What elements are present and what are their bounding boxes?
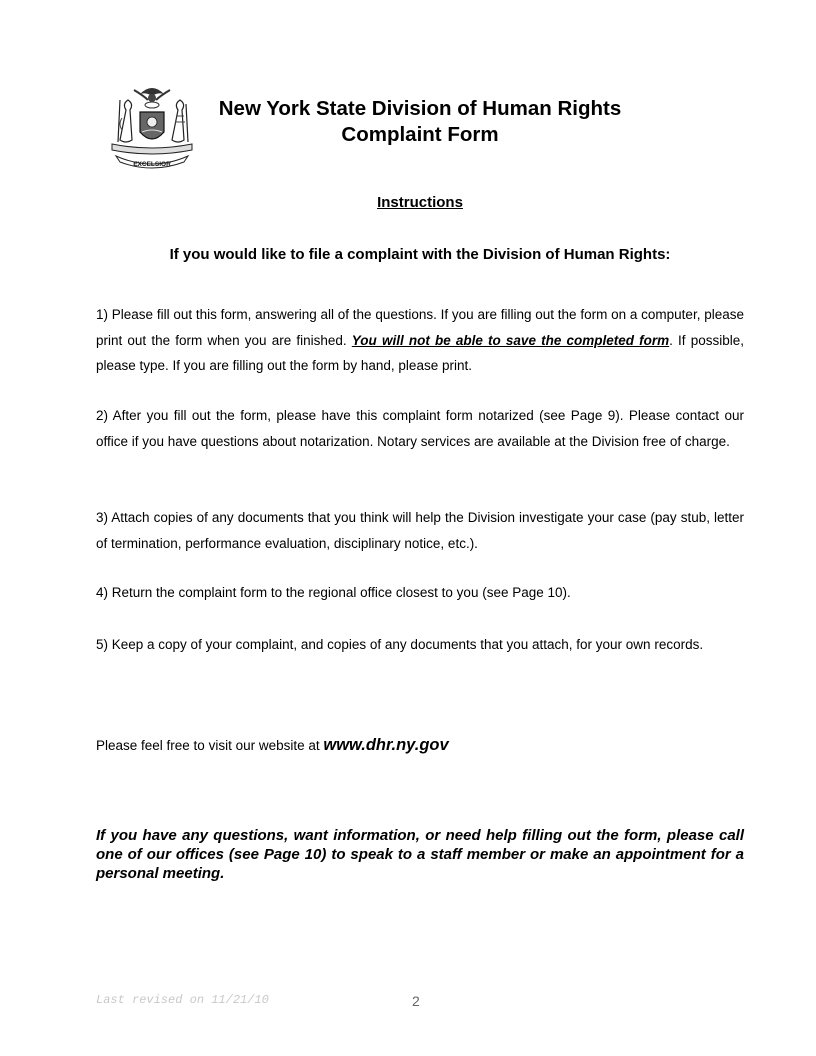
website-line <box>96 736 744 755</box>
instruction-item-5: 5) Keep a copy of your complaint, and copies of any documents that you attach, for your own records. <box>96 637 704 652</box>
document-title <box>200 96 640 148</box>
state-seal-icon <box>104 80 200 172</box>
instruction-item-1-text-a: 1) Please fill out this form, answering all of the questions. If you are filling out the form on a computer, please print out the form when you are finished. <box>96 307 744 348</box>
instructions-intro: If you would like to file a complaint with the Division of Human Rights: <box>169 246 671 263</box>
help-note: If you have any questions, want information, or need help filling out the form, please call one of our offices (see Page 10) to speak to a staff member or make an appointment for a personal meeting. <box>96 827 744 882</box>
title-line-2: Complaint Form <box>341 123 499 146</box>
instruction-item-1-text-b: . If possible, please type. If you are filling out the form by hand, please print. <box>96 332 744 373</box>
instructions-heading: Instructions <box>377 194 463 211</box>
last-revised-footer: Last revised on 11/21/10 <box>96 993 269 1007</box>
seal-motto: EXCELSIOR <box>133 161 171 168</box>
save-warning: You will not be able to save the completed form <box>351 332 670 348</box>
instruction-item-1 <box>96 302 744 379</box>
instruction-item-3: 3) Attach copies of any documents that you think will help the Division investigate your case (pay stub, letter of termination, performance evaluation, disciplinary notice, etc.). <box>96 510 744 551</box>
page-number: 2 <box>412 993 420 1009</box>
title-line-1: New York State Division of Human Rights <box>218 97 622 120</box>
website-link[interactable]: www.dhr.ny.gov <box>323 736 449 754</box>
instruction-item-2: 2) After you fill out the form, please have this complaint form notarized (see Page 9). Please contact our office if you have questions about notarization. Notary services are available at the Division free of charge. <box>96 408 744 449</box>
instruction-item-4: 4) Return the complaint form to the regional office closest to you (see Page 10). <box>96 585 571 600</box>
website-prefix: Please feel free to visit our website at <box>96 738 324 753</box>
